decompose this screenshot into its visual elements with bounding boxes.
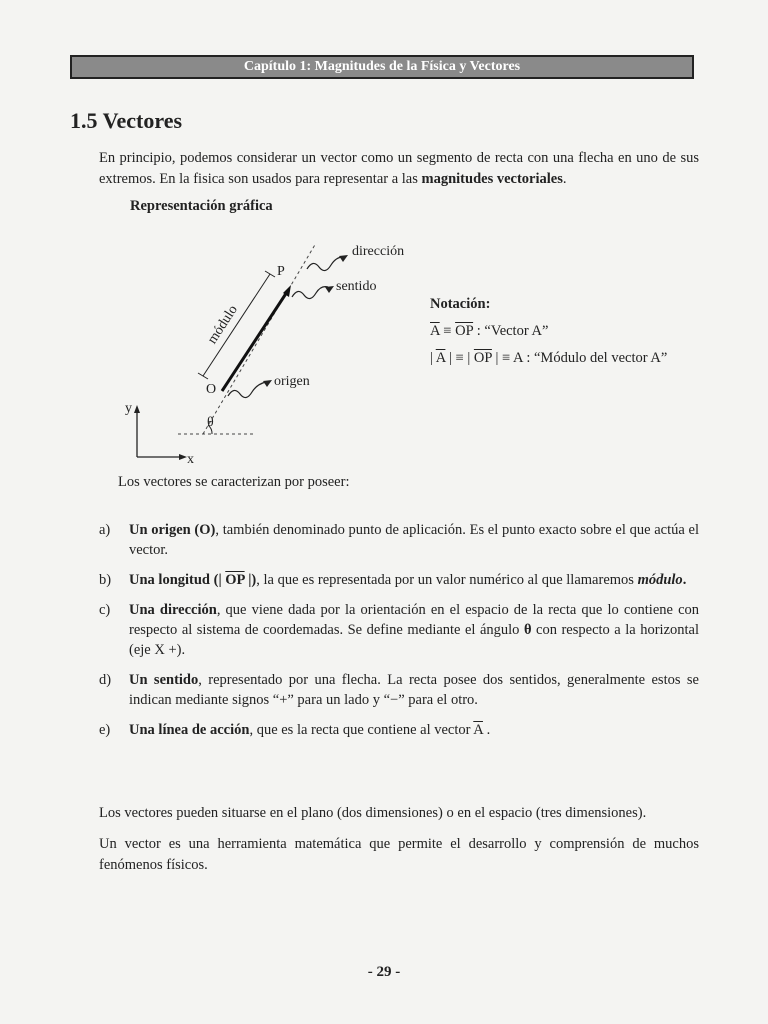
direccion-arrow-icon [339,255,348,262]
list-item: a) Un origen (O), también denominado punto de aplicación. Es el punto exacto sobre el que actúa el vector. [99,522,699,558]
origen-arrow-icon [263,380,272,387]
intro-paragraph: En principio, podemos considerar un vector como un segmento de recta con una flecha en uno de sus extremos. En la fisica son usados para representar a las magnitudes vectoriales. [99,150,699,187]
y-axis-arrow-icon [134,405,140,413]
vector-figure [110,235,440,475]
origen-pointer [228,382,266,398]
x-axis-arrow-icon [179,454,187,460]
label-o: O [206,382,217,397]
label-y-axis: y [125,401,132,416]
closing-paragraphs [99,803,699,886]
notation-vector-line: $\overline{A} \equiv \overline{OP}$ : “Vector A” [430,323,549,339]
direccion-pointer [307,257,343,271]
closing-paragraph-1: Los vectores pueden situarse en el plano (dos dimensiones) o en el espacio (tres dimensiones). [99,805,647,821]
chapter-title: Capítulo 1: Magnitudes de la Física y Vectores [243,59,521,74]
characteristics-intro: Los vectores se caracterizan por poseer: [118,474,350,490]
label-x-axis: x [187,452,194,467]
closing-paragraph-2: Un vector es una herramienta matemática que permite el desarrollo y comprensión de muchos fenómenos físicos. [99,836,699,873]
chapter-header [70,55,694,79]
label-direccion: dirección [352,244,405,259]
label-origen: origen [274,374,310,389]
label-modulo: módulo [205,302,241,347]
notation-title: Notación: [430,296,491,312]
page-number: - 29 - [367,964,401,980]
vector-diagram [110,235,440,475]
notation-box [430,296,730,377]
modulus-tick-top [265,271,275,277]
section-title: 1.5 Vectores [70,108,183,133]
list-item: d) Un sentido, representado por una flecha. La recta posee dos sentidos, generalmente estos se indican mediante signos “+” para un lado y “−” para el otro. [99,672,699,708]
intro-bold-term: magnitudes vectoriales [421,171,563,187]
modulus-tick-bottom [198,373,208,379]
label-p: P [277,264,285,279]
figure-heading: Representación gráfica [130,198,273,214]
characteristics-list [99,520,699,750]
list-item: e) Una línea de acción, que es la recta que contiene al vector $\overline{A}$ . [99,722,491,738]
label-sentido: sentido [336,279,377,294]
notation-modulus-line: | $\overline{A}$ | ≡ | $\overline{OP}$ | ≡ A : “Módulo del vector A” [430,350,668,366]
sentido-pointer [292,287,328,299]
list-item: b) Una longitud (| $\overline{OP}$ |), la que es representada por un valor numérico al que llamaremos módulo. [99,572,687,588]
label-theta: θ [207,415,214,430]
list-item: c) Una dirección, que viene dada por la orientación en el espacio de la recta que lo contiene con respecto al sistema de coordemadas. Se define mediante el ángulo θ con respecto a la horizontal (eje X +). [99,602,700,658]
sentido-arrow-icon [325,286,334,293]
